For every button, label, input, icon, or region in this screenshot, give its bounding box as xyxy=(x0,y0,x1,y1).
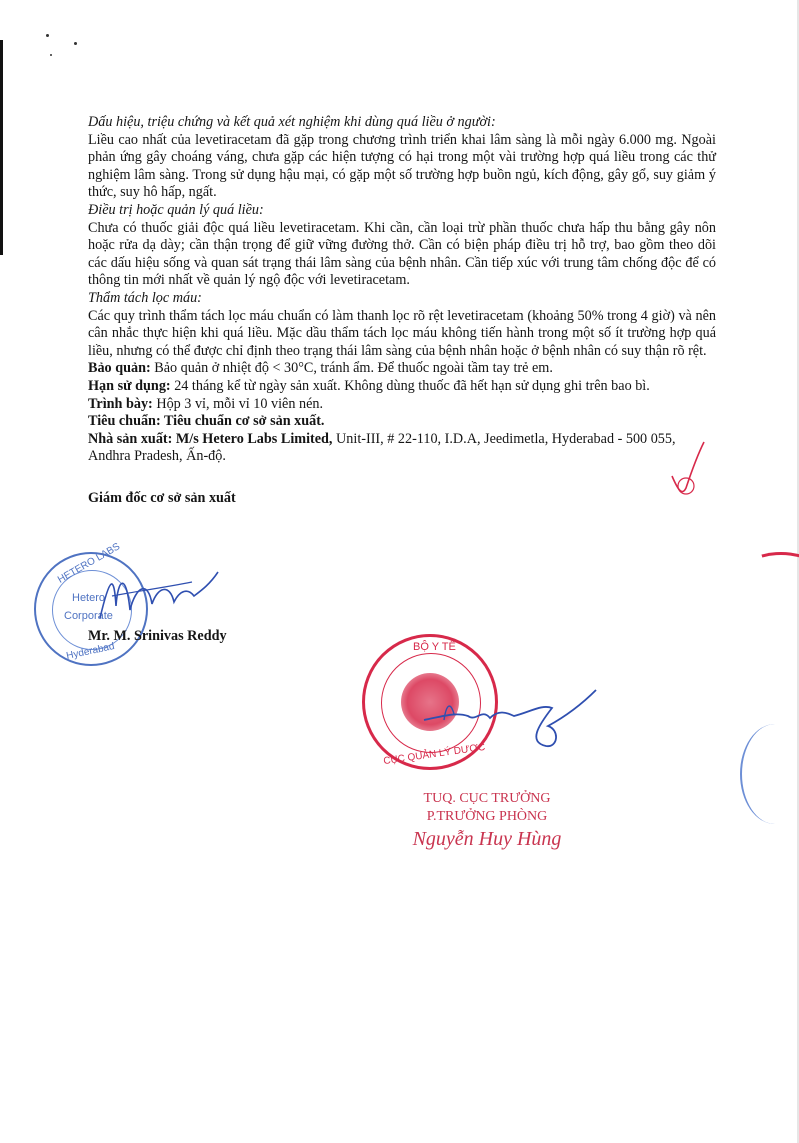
shelf-life-line xyxy=(88,378,716,396)
approval-line2: P.TRƯỞNG PHÒNG xyxy=(426,809,548,824)
standard-line xyxy=(88,413,716,431)
company-stamp-top-text: HETERO LABS xyxy=(55,541,123,586)
signatory-name: Mr. M. Srinivas Reddy xyxy=(88,628,227,644)
shelf-life-text: 24 tháng kể từ ngày sản xuất. Không dùng thuốc đã hết hạn sử dụng ghi trên bao bì. xyxy=(170,377,650,394)
standard-label: Tiêu chuẩn: xyxy=(88,413,161,430)
company-stamp-line1: Hetero xyxy=(72,592,106,604)
director-signature xyxy=(92,566,222,632)
director-title: Giám đốc cơ sở sản xuất xyxy=(88,489,236,506)
packaging-label: Trình bày: xyxy=(88,395,153,412)
approval-signature-name: Nguyễn Huy Hùng xyxy=(412,828,562,850)
treatment-paragraph: Chưa có thuốc giải độc quá liều levetiracetam. Khi cần, cần loại trừ phần thuốc chưa hấp thu bằng gây nôn hoặc rửa dạ dày; cần thận trọng để giữ vững đường thở. Cần có biện pháp điều trị hỗ trợ, bao gồm theo dõi các dấu hiệu sống và quan sát trạng thái lâm sàng của bệnh nhân. Cần tiếp xúc với trung tâm chống độc để có thông tin mới nhất về quản lý ngộ độc với levetiracetam. xyxy=(88,219,716,289)
storage-line xyxy=(88,360,716,378)
partial-red-stamp xyxy=(679,525,799,730)
overdose-paragraph: Liều cao nhất của levetiracetam đã gặp trong chương trình triển khai lâm sàng là mỗi ngày 6.000 mg. Ngoài phản ứng gây choáng váng, chưa gặp các hiện tượng có hại trong một vài trường hợp quá liều trong các thử nghiệm lâm sàng. Trong sử dụng hậu mại, có gặp một số trường hợp buồn ngủ, kích động, gây gổ, suy giảm ý thức, suy hô hấp, ngất. xyxy=(88,131,716,201)
storage-text: Bảo quản ở nhiệt độ < 30°C, tránh ẩm. Để thuốc ngoài tầm tay trẻ em. xyxy=(150,360,553,377)
packaging-text: Hộp 3 vỉ, mỗi vỉ 10 viên nén. xyxy=(152,395,324,412)
document-body xyxy=(88,114,716,507)
standard-text: Tiêu chuẩn cơ sở sản xuất. xyxy=(160,413,325,430)
storage-label: Bảo quản: xyxy=(88,360,151,377)
dialysis-paragraph: Các quy trình thẩm tách lọc máu chuẩn có làm thanh lọc rõ rệt levetiracetam (khoảng 50% trong 4 giờ) và nên cân nhắc thực hiện khi quá liều. Mặc dầu thẩm tách lọc máu không tiến hành trong một số ít trường hợp quá liều, nhưng có thể được chỉ định theo trạng thái lâm sàng của bệnh nhân hoặc ở bệnh nhân có suy thận rõ rệt. xyxy=(88,307,716,359)
dialysis-heading: Thẩm tách lọc máu: xyxy=(88,289,202,306)
overdose-heading: Dấu hiệu, triệu chứng và kết quả xét nghiệm khi dùng quá liều ở người: xyxy=(88,114,496,130)
partial-blue-stamp xyxy=(740,724,799,824)
approval-line1: TUQ. CỤC TRƯỞNG xyxy=(423,791,551,806)
packaging-line xyxy=(88,396,716,414)
approval-block xyxy=(392,790,582,852)
red-check-mark xyxy=(668,440,708,502)
company-stamp-line2: Corporate xyxy=(64,610,113,622)
scan-speck xyxy=(74,42,77,45)
shelf-life-label: Hạn sử dụng: xyxy=(88,377,171,394)
scan-speck xyxy=(46,34,49,37)
ministry-stamp-top-text: BỘ Y TẾ xyxy=(413,641,456,653)
ministry-stamp-bottom-text: CỤC QUẢN LÝ DƯỢC xyxy=(382,741,486,768)
treatment-heading: Điều trị hoặc quản lý quá liều: xyxy=(88,201,264,218)
approver-signature xyxy=(420,686,600,766)
scan-left-edge xyxy=(0,40,3,255)
company-stamp-bottom-text: Hyderabad xyxy=(65,641,116,662)
scan-speck xyxy=(50,54,52,56)
manufacturer-line xyxy=(88,431,716,466)
manufacturer-label: Nhà sản xuất: M/s Hetero Labs Limited, xyxy=(88,430,333,447)
manufacturer-address: Unit-III, # 22-110, I.D.A, Jeedimetla, Hyderabad - 500 055, Andhra Pradesh, Ấn-độ. xyxy=(88,430,676,465)
